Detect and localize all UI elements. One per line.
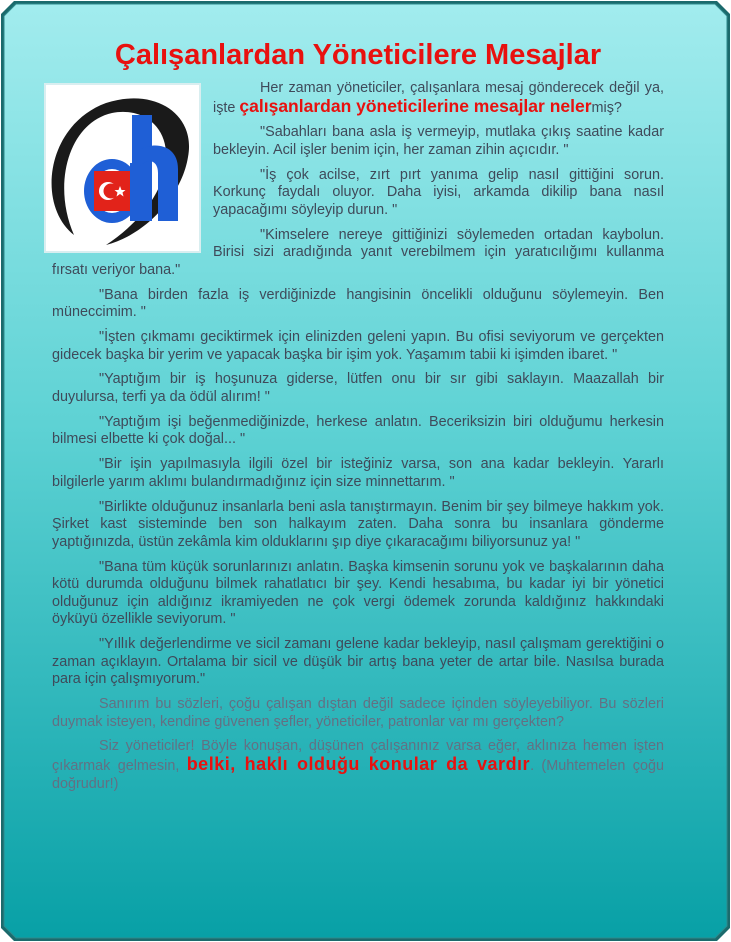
quote-paragraph: "İş çok acilse, zırt pırt yanıma gelip nasıl gittiğini sorun. Korkunç faydalı oluyor. Daha iyisi, arkamda dikilip bana nasıl yapacağımı söyleyip durun. " bbox=[213, 166, 664, 218]
dh-logo bbox=[44, 83, 201, 253]
logo-graphic bbox=[46, 85, 199, 251]
quote-paragraph: "Yıllık değerlendirme ve sicil zamanı gelene kadar bekleyip, nasıl çalışmam gerektiğini o zaman açıklayın. Ortalama bir sicil ve düşük bir artış bana yeter de artar bile. Nasılsa burada para için çalışmıyorum." bbox=[52, 636, 664, 688]
quote-paragraph: "Yaptığım işi beğenmediğinizde, herkese anlatın. Beceriksizin biri olduğumu herkesin bilmesi elbette ki çok doğal... " bbox=[52, 413, 664, 448]
closing-highlight: belki, haklı olduğu konular da vardır bbox=[186, 754, 531, 775]
quote-paragraph: "Bana birden fazla iş verdiğinizde hangisinin öncelikli olduğunu söylemeyin. Ben müneccimim. " bbox=[52, 286, 664, 321]
quote-paragraph: "Birlikte olduğunuz insanlarla beni asla tanıştırmayın. Benim bir şey bilmeye hakkım yok. Şirket kast sisteminde ben son halkayım zaten. Daha sonra bu insanlara gönderme yaptığınızda, üstün zekâmla kim olduklarını şıp diye çıkaracağımı biliyorsunuz ya! " bbox=[52, 498, 664, 550]
intro-text: Her zaman yöneticiler, çalışanlara mesaj gönderecek değil ya, işte bbox=[213, 80, 664, 116]
quote-paragraph: "Sabahları bana asla iş vermeyip, mutlaka çıkış saatine kadar bekleyin. Acil işler benim için, her zaman zihin açıcıdır. " bbox=[213, 124, 664, 158]
intro-text-end: miş? bbox=[591, 99, 622, 116]
quote-paragraph: "Yaptığım bir iş hoşunuza giderse, lütfen onu bir sır gibi saklayın. Maazallah bir duyulursa, terfi ya da ödül alırım! " bbox=[52, 371, 664, 406]
closing-text: Siz yöneticiler! Böyle konuşan, düşünen çalışanınız varsa eğer, aklınıza hemen işten çıkarmak gelmesin, bbox=[52, 738, 664, 775]
quote-paragraph: "Kimselere nereye gittiğinizi söylemeden ortadan kaybolun. Birisi sizi aradığında yanıt verebilmem için yaratıcılığımı kullanma fırsatı veriyor bana." bbox=[52, 226, 664, 278]
closing-paragraph bbox=[52, 738, 664, 793]
article bbox=[52, 38, 664, 800]
page-title: Çalışanlardan Yöneticilere Mesajlar bbox=[114, 39, 602, 71]
quote-paragraph: "İşten çıkmamı geciktirmek için elinizden geleni yapın. Bu ofisi seviyorum ve gerçekten gidecek başka bir yerim ve yapacak başka bir işim yok. Yaşamım tabii ki işimden ibaret. " bbox=[52, 329, 664, 363]
closing-text-end: . (Muhtemelen çoğu doğrudur!) bbox=[52, 758, 664, 792]
intro-highlight: çalışanlardan yöneticilerine mesajlar neler bbox=[239, 95, 592, 116]
quote-paragraph: "Bana tüm küçük sorunlarınızı anlatın. Başka kimsenin sorunu yok ve başkalarının daha kötü durumda olduğunu bilmek rahatlatıcı bir şey. Kendi hesabıma, bu kadar iyi bir yönetici olduğunuz için aldığınız ikramiyeden ne çok vergi ödemek zorunda kaldığınız hakkındaki öyküyü özellikle seviyorum. " bbox=[52, 558, 664, 628]
quote-paragraph: "Bir işin yapılmasıyla ilgili özel bir isteğiniz varsa, son ana kadar bekleyin. Yararlı bilgilerle yarım aklımı bulandırmadığınız için size minnettarım. " bbox=[52, 456, 664, 490]
commentary-paragraph: Sanırım bu sözleri, çoğu çalışan dıştan değil sadece içinden söyleyebiliyor. Bu sözleri duymak isteyen, kendine güvenen şefler, yöneticiler, patronlar var mı gerçekten? bbox=[52, 696, 664, 730]
